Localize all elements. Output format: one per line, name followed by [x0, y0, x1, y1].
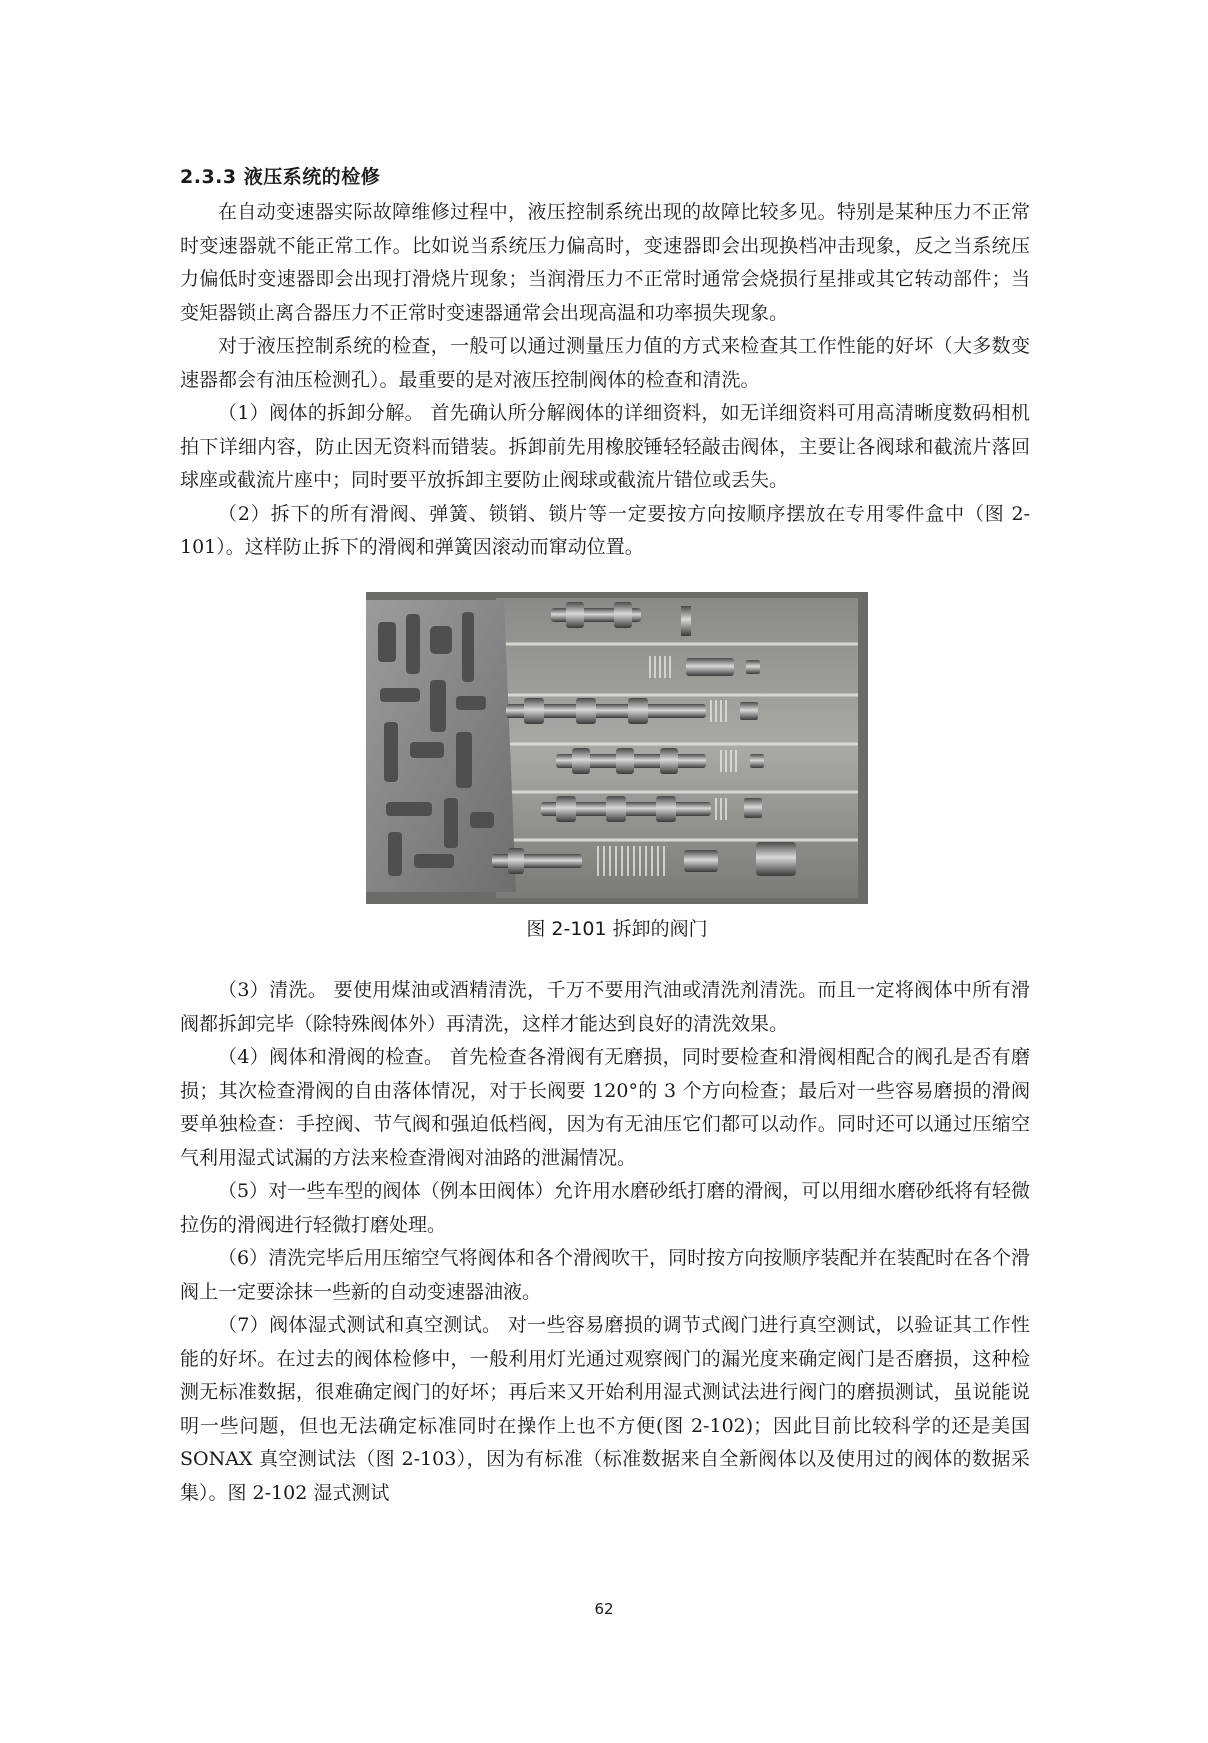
paragraph: （6）清洗完毕后用压缩空气将阀体和各个滑阀吹干，同时按方向按顺序装配并在装配时在各个滑阀上一定要涂抹一些新的自动变速器油液。	[180, 1247, 1030, 1303]
body-text-before-figure	[180, 196, 1030, 565]
section-heading: 2.3.3 液压系统的检修	[180, 166, 381, 188]
valve-parts-illustration	[366, 592, 868, 904]
figure-caption: 图 2-101 拆卸的阀门	[526, 918, 708, 940]
paragraph: （7）阀体湿式测试和真空测试。 对一些容易磨损的调节式阀门进行真空测试，以验证其工作性能的好坏。在过去的阀体检修中，一般利用灯光通过观察阀门的漏光度来确定阀门是否磨损，这种检测无标准数据，很难确定阀门的好坏；再后来又开始利用湿式测试法进行阀门的磨损测试，虽说能说明一些问题，但也无法确定标准同时在操作上也不方便(图 2-102)；因此目前比较科学的还是美国 SONAX 真空测试法（图 2-103），因为有标准（标准数据来自全新阀体以及使用过的阀体的数据采集）。图 2-102 湿式测试	[180, 1314, 1030, 1504]
paragraph: （5）对一些车型的阀体（例本田阀体）允许用水磨砂纸打磨的滑阀，可以用细水磨砂纸将有轻微拉伤的滑阀进行轻微打磨处理。	[180, 1180, 1030, 1236]
paragraph: 在自动变速器实际故障维修过程中，液压控制系统出现的故障比较多见。特别是某种压力不正常时变速器就不能正常工作。比如说当系统压力偏高时，变速器即会出现换档冲击现象，反之当系统压力偏低时变速器即会出现打滑烧片现象；当润滑压力不正常时通常会烧损行星排或其它转动部件；当变矩器锁止离合器压力不正常时变速器通常会出现高温和功率损失现象。	[180, 201, 1030, 324]
paragraph: （1）阀体的拆卸分解。 首先确认所分解阀体的详细资料，如无详细资料可用高清晰度数码相机拍下详细内容，防止因无资料而错装。拆卸前先用橡胶锤轻轻敲击阀体，主要让各阀球和截流片落回球座或截流片座中；同时要平放拆卸主要防止阀球或截流片错位或丢失。	[180, 402, 1030, 491]
body-text-after-figure	[180, 974, 1030, 1510]
paragraph: （3）清洗。 要使用煤油或酒精清洗，千万不要用汽油或清洗剂清洗。而且一定将阀体中所有滑阀都拆卸完毕（除特殊阀体外）再清洗，这样才能达到良好的清洗效果。	[180, 979, 1030, 1035]
valve-body-casting	[366, 600, 516, 892]
valve-parts-photo	[366, 592, 868, 904]
page-number: 62	[594, 1600, 614, 1618]
paragraph: （2）拆下的所有滑阀、弹簧、锁销、锁片等一定要按方向按顺序摆放在专用零件盒中（图 2-101）。这样防止拆下的滑阀和弹簧因滚动而窜动位置。	[180, 502, 1030, 558]
paragraph: （4）阀体和滑阀的检查。 首先检查各滑阀有无磨损，同时要检查和滑阀相配合的阀孔是否有磨损；其次检查滑阀的自由落体情况，对于长阀要 120°的 3 个方向检查；最后对一些容易磨损的滑阀要单独检查：手控阀、节气阀和强迫低档阀，因为有无油压它们都可以动作。同时还可以通过压缩空气利用湿式试漏的方法来检查滑阀对油路的泄漏情况。	[180, 1046, 1030, 1169]
paragraph: 对于液压控制系统的检查，一般可以通过测量压力值的方式来检查其工作性能的好坏（大多数变速器都会有油压检测孔）。最重要的是对液压控制阀体的检查和清洗。	[180, 335, 1030, 391]
